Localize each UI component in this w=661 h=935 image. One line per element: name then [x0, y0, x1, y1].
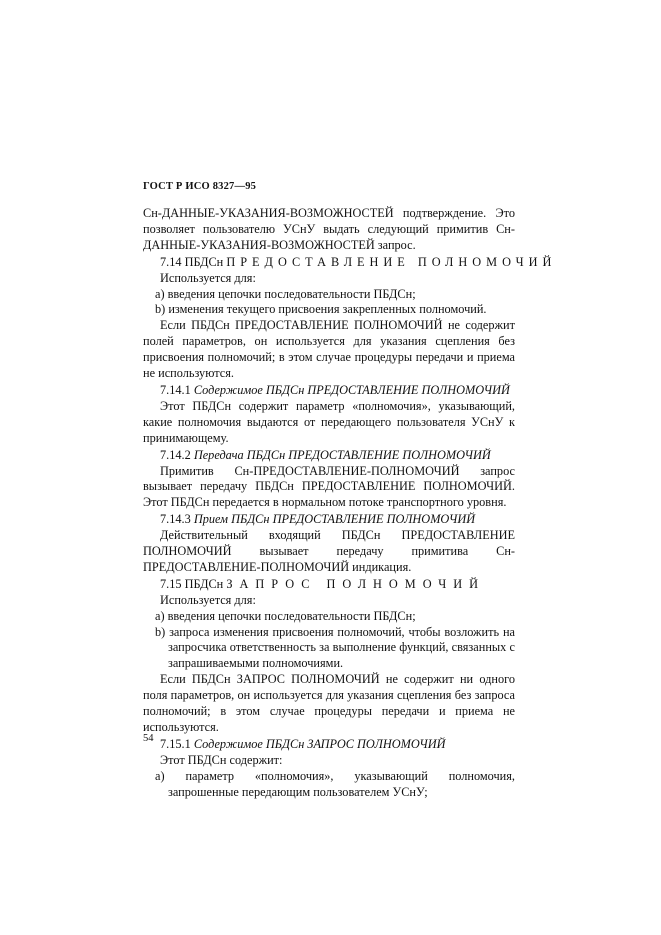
- paragraph: Этот ПБДСн содержит параметр «полномочия», указывающий, какие полномочия выдаются от передающего пользователя УСнУ к принимающему.: [143, 398, 515, 445]
- list-item: b) изменения текущего присвоения закрепленных полномочий.: [155, 302, 487, 317]
- paragraph-continuation: Сн-ДАННЫЕ-УКАЗАНИЯ-ВОЗМОЖНОСТЕЙ подтверждение. Это позволяет пользователю УСнУ выдать следующий примитив Сн-ДАННЫЕ-УКАЗАНИЯ-ВОЗМОЖНОСТЕЙ запрос.: [143, 206, 515, 252]
- subsection-heading-7-15-1: [143, 737, 515, 753]
- paragraph: Примитив Сн-ПРЕДОСТАВЛЕНИЕ-ПОЛНОМОЧИЙ запрос вызывает передачу ПБДСн ПРЕДОСТАВЛЕНИЕ ПОЛНОМОЧИЙ. Этот ПБДСн передается в нормальном потоке транспортного уровня.: [143, 463, 515, 510]
- section-number: 7.15 ПБДСн: [160, 576, 224, 591]
- subsection-heading-7-14-1: [143, 383, 515, 399]
- section-number: 7.15.1: [160, 736, 191, 751]
- section-title: ПРЕДОСТАВЛЕНИЕ ПОЛНОМОЧИЙ: [226, 254, 557, 269]
- list-item: b) запроса изменения присвоения полномочий, чтобы возложить на запросчика ответственность за выполнение функций, связанных с запрашиваемыми полномочиями.: [155, 624, 515, 671]
- subsection-heading-7-14-3: [143, 512, 515, 528]
- page-number: 54: [143, 733, 154, 744]
- paragraph: Если ПБДСн ЗАПРОС ПОЛНОМОЧИЙ не содержит ни одного поля параметров, он используется для указания сцепления без запроса полномочий; в этом случае процедуры передачи и приема не используются.: [143, 672, 515, 734]
- section-heading-7-15: [143, 577, 515, 593]
- list-item: а) введения цепочки последовательности ПБДСн;: [155, 608, 416, 623]
- section-number: 7.14 ПБДСн: [160, 254, 224, 269]
- used-for-label: Используется для:: [160, 592, 256, 607]
- section-number: 7.14.3: [160, 512, 191, 527]
- paragraph: Этот ПБДСн содержит:: [160, 752, 283, 767]
- standard-header: ГОСТ Р ИСО 8327—95: [143, 181, 257, 192]
- subsection-heading-7-14-2: [143, 448, 515, 464]
- page-body: [143, 206, 557, 801]
- section-number: 7.14.2: [160, 447, 191, 462]
- section-title: Содержимое ПБДСн ПРЕДОСТАВЛЕНИЕ ПОЛНОМОЧИЙ: [193, 382, 510, 397]
- used-for-label: Используется для:: [160, 270, 256, 285]
- section-title: Содержимое ПБДСн ЗАПРОС ПОЛНОМОЧИЙ: [193, 736, 446, 751]
- list-item: а) введения цепочки последовательности ПБДСн;: [155, 286, 416, 301]
- section-title: ЗАПРОС ПОЛНОМОЧИЙ: [226, 576, 486, 591]
- list-item: а) параметр «полномочия», указывающий полномочия, запрошенные передающим пользователем УСнУ;: [155, 768, 515, 799]
- section-heading-7-14: [143, 254, 557, 271]
- section-title: Прием ПБДСн ПРЕДОСТАВЛЕНИЕ ПОЛНОМОЧИЙ: [193, 512, 476, 527]
- paragraph: Действительный входящий ПБДСн ПРЕДОСТАВЛЕНИЕ ПОЛНОМОЧИЙ вызывает передачу примитива Сн-ПРЕДОСТАВЛЕНИЕ-ПОЛНОМОЧИЙ индикация.: [143, 528, 515, 574]
- paragraph: Если ПБДСн ПРЕДОСТАВЛЕНИЕ ПОЛНОМОЧИЙ не содержит полей параметров, он используется для указания сцепления без присвоения полномочий; в этом случае процедуры передачи и приема не используются.: [143, 318, 515, 381]
- section-number: 7.14.1: [160, 382, 191, 397]
- section-title: Передача ПБДСн ПРЕДОСТАВЛЕНИЕ ПОЛНОМОЧИЙ: [193, 447, 491, 462]
